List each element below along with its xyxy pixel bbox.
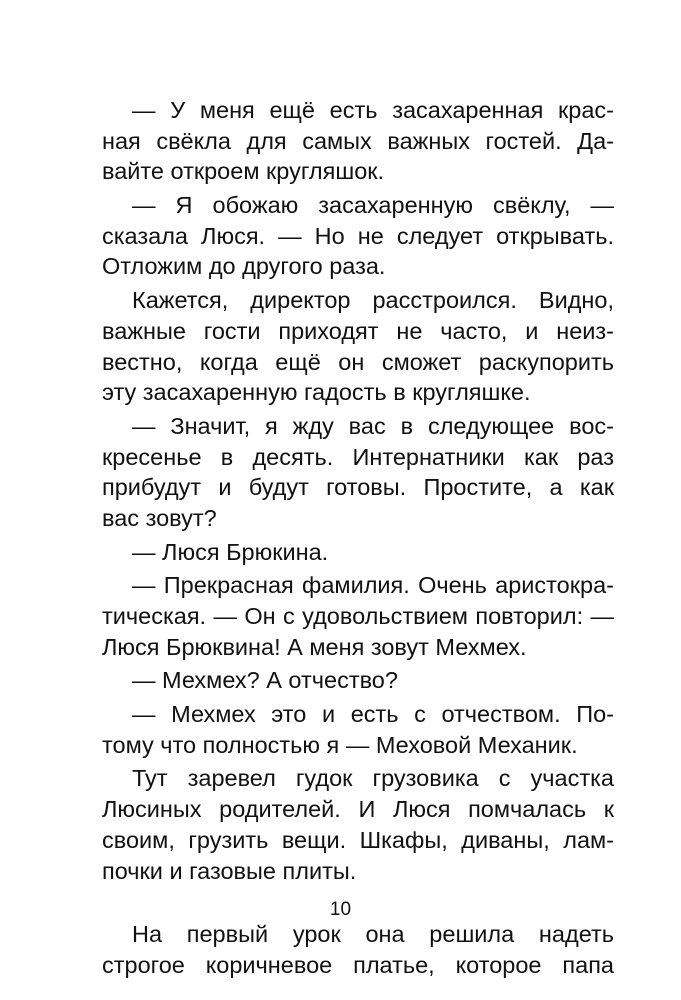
text-line: Кажется, директор расстроился. Видно, [132, 287, 614, 314]
text-line: Тут заревел гудок грузовика с участка [132, 765, 614, 792]
text-line: вестно, когда ещё он сможет раскупорить [102, 348, 614, 375]
text-line: тому что полностью я — Меховой Механик. [102, 731, 578, 758]
text-line: — Я обожаю засахаренную свёклу, — [132, 192, 614, 219]
text-line: прибудут и будут готовы. Простите, а как [102, 474, 614, 501]
text-line: строгое коричневое платье, которое папа [102, 951, 614, 978]
text-line: сказала Люся. — Но не следует открывать. [102, 222, 614, 249]
text-line: вас зовут? [102, 504, 217, 531]
text-line: Отложим до другого раза. [102, 253, 386, 280]
text-line: На первый урок она решила надеть [132, 921, 614, 948]
text-line: ная свёкла для самых важных гостей. Да- [102, 127, 614, 154]
text-line: своим, грузить вещи. Шкафы, диваны, лам- [102, 826, 614, 853]
text-line: кресенье в десять. Интернатники как раз [102, 443, 614, 470]
text-line: — У меня ещё есть засахаренная крас- [132, 97, 614, 123]
text-line: вайте откроем кругляшок. [102, 158, 385, 185]
text-line: — Мехмех это и есть с отчеством. По- [132, 701, 614, 728]
text-line: Люся Брюквина! А меня зовут Мехмех. [102, 633, 527, 660]
text-line: — Прекрасная фамилия. Очень аристокра- [132, 572, 614, 599]
text-line: эту засахаренную гадость в кругляшке. [102, 379, 531, 406]
text-line: — Люся Брюкина. [132, 538, 329, 565]
text-line: — Мехмех? А отчество? [132, 667, 398, 694]
text-line: тическая. — Он с удовольствием повторил: — [102, 603, 614, 629]
text-line: почки и газовые плиты. [102, 857, 357, 884]
body-text [102, 95, 614, 981]
text-line: — Значит, я жду вас в следующее вос- [132, 412, 614, 439]
page-number: 10 [329, 899, 352, 920]
text-line: важные гости приходят не часто, и неиз- [102, 317, 614, 344]
text-line: Люсиных родителей. И Люся помчалась к [102, 796, 614, 823]
